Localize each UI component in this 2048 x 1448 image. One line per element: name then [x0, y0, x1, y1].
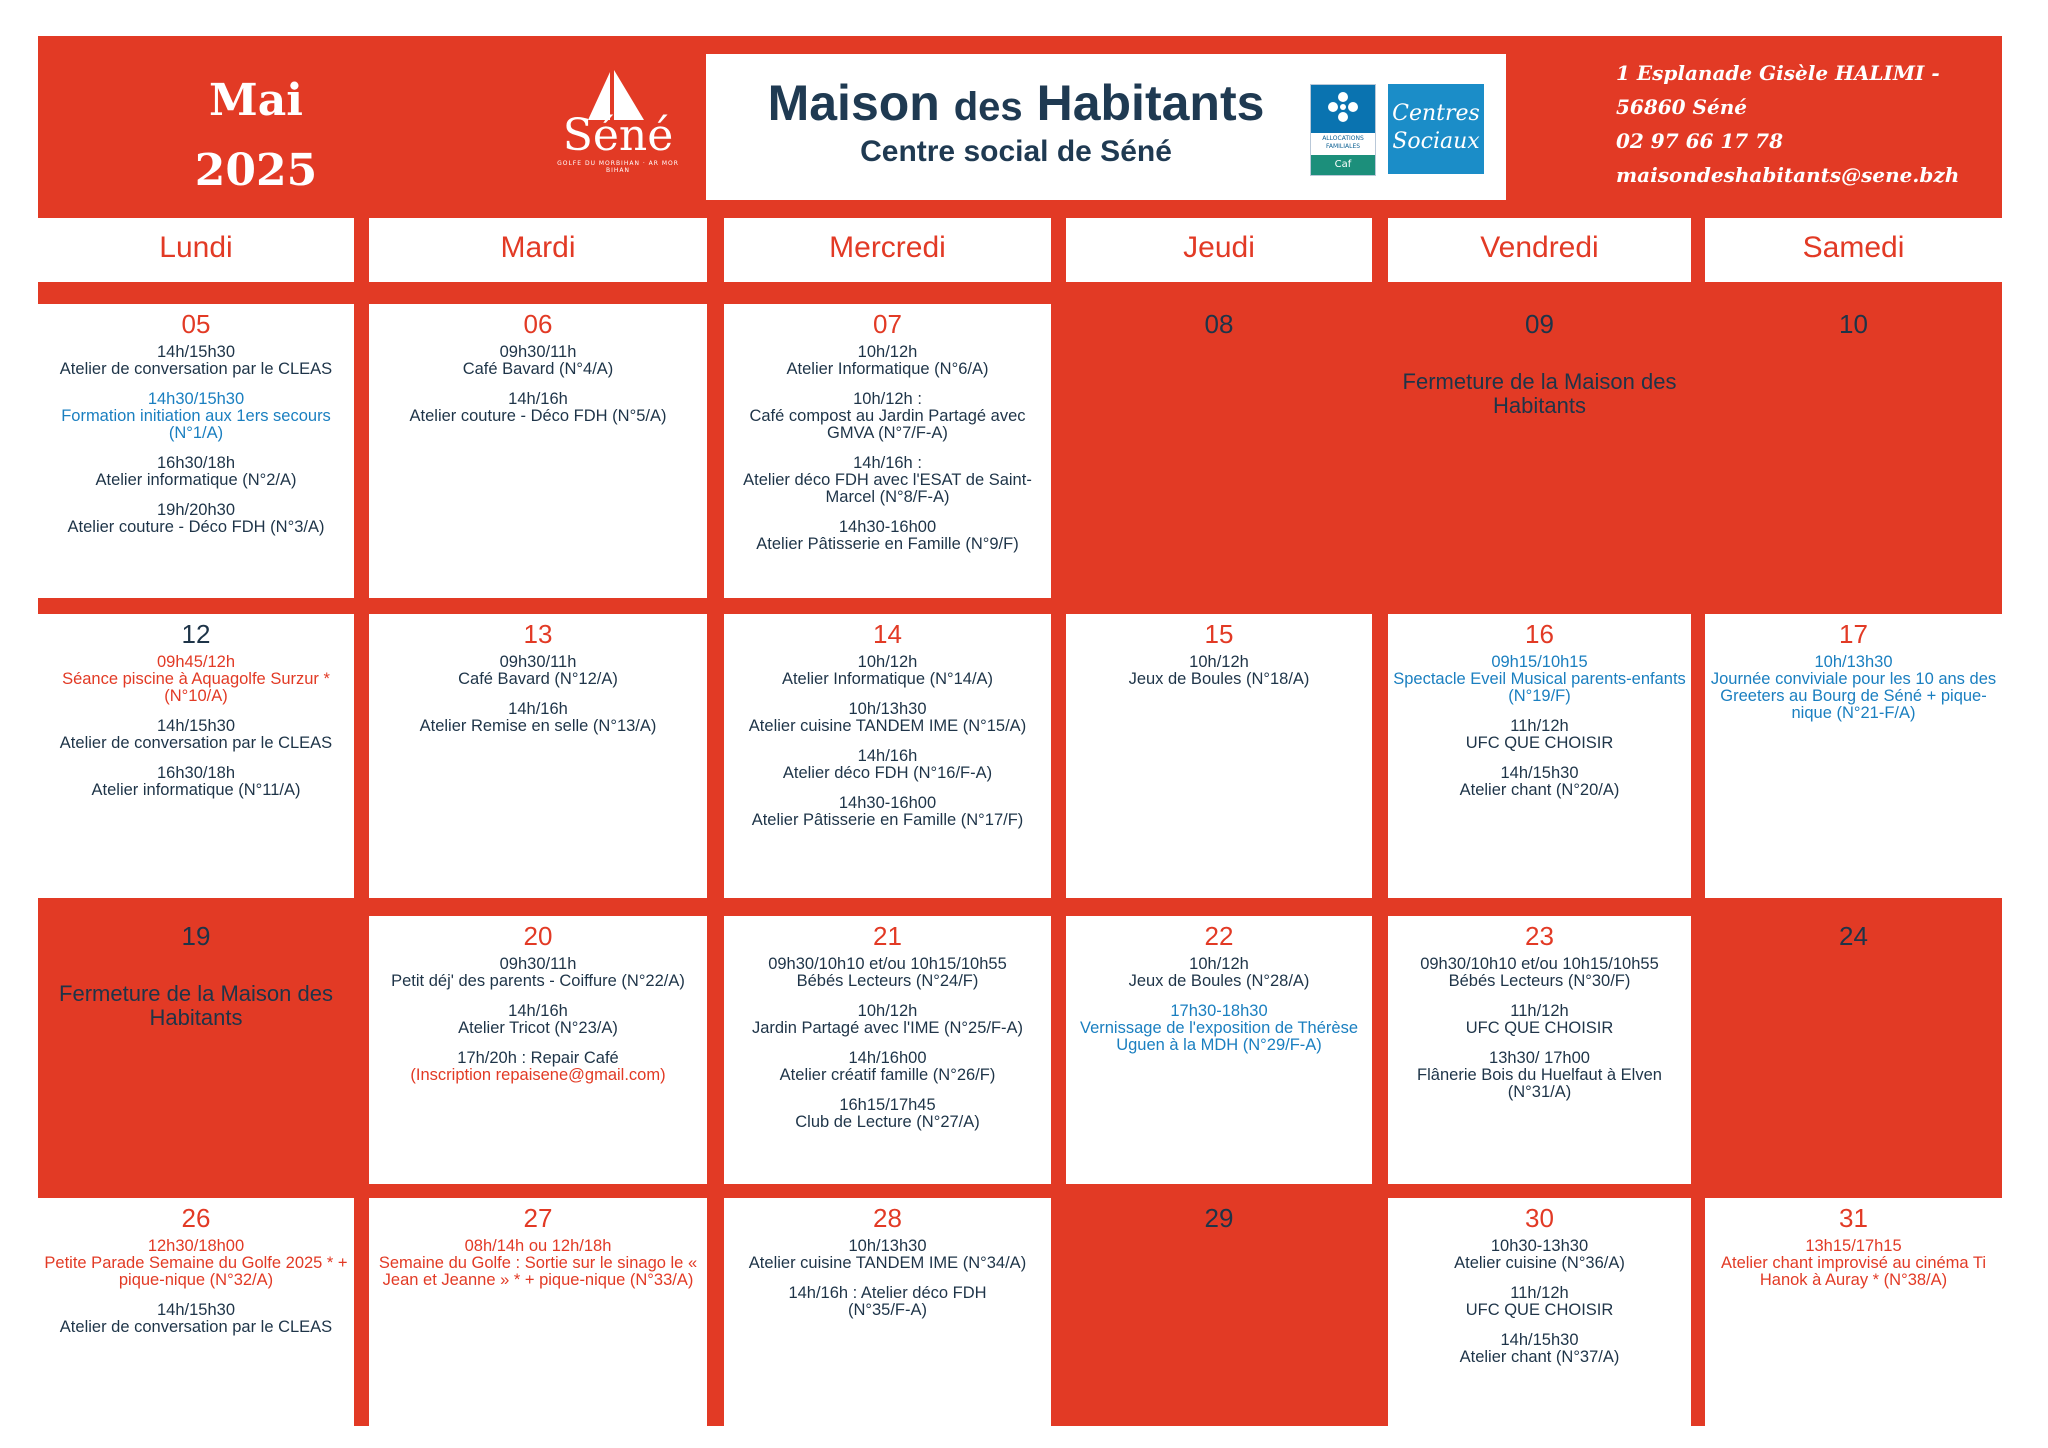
event-item [42, 502, 350, 536]
email-address: maisondeshabitants@sene.bzh [1616, 163, 1960, 187]
event-item [373, 1003, 703, 1037]
event-item [1392, 1238, 1687, 1272]
day-number: 28 [873, 1203, 902, 1233]
event-time: 14h30-16h00 [838, 518, 937, 536]
day-number: 20 [523, 921, 553, 951]
event-item [42, 718, 350, 752]
event-time: 09h30/11h [499, 343, 577, 361]
event-time: 14h/15h30 [1500, 764, 1579, 782]
event-item [1709, 1238, 1998, 1289]
event-description: Atelier Pâtisserie en Famille (N°9/F) [756, 535, 1019, 553]
event-description: Atelier informatique (N°11/A) [91, 781, 301, 799]
day-number: 31 [1839, 1203, 1868, 1233]
event-time: 10h/13h30 [1814, 653, 1893, 671]
event-time: 14h30-16h00 [838, 794, 937, 812]
event-description: Atelier créatif famille (N°26/F) [779, 1066, 996, 1084]
event-time: 11h/12h [1510, 1002, 1569, 1020]
event-description: Bébés Lecteurs (N°30/F) [1448, 972, 1631, 990]
event-description: Jeux de Boules (N°28/A) [1128, 972, 1310, 990]
event-item [42, 1238, 350, 1289]
calendar-day-cell [1066, 916, 1372, 1184]
sene-logo-name: Séné [562, 110, 674, 161]
event-description: Atelier chant improvisé au cinéma Ti Hanok à Auray * (N°38/A) [1720, 1254, 1987, 1289]
event-item [373, 956, 703, 990]
event-description: Atelier couture - Déco FDH (N°5/A) [409, 407, 667, 425]
event-time: 14h/15h30 [157, 1301, 235, 1319]
event-description: Jeux de Boules (N°18/A) [1128, 670, 1310, 688]
event-time: 13h30/ 17h00 [1489, 1049, 1590, 1067]
phone-number: 02 97 66 17 78 [1616, 129, 1784, 153]
event-time: 10h30-13h30 [1490, 1237, 1589, 1255]
event-description: Atelier informatique (N°2/A) [95, 471, 297, 489]
event-item [42, 1302, 350, 1336]
day-number: 26 [181, 1203, 211, 1233]
event-item [373, 654, 703, 688]
address-line-1: 1 Esplanade Gisèle HALIMI - [1616, 61, 1940, 85]
day-number: 17 [1839, 619, 1868, 649]
event-description: Atelier chant (N°37/A) [1459, 1348, 1620, 1366]
event-description: Séance piscine à Aquagolfe Surzur * (N°10/A) [62, 670, 330, 705]
event-time: 10h/13h30 [848, 1237, 927, 1255]
event-description: Atelier déco FDH (N°16/F-A) [782, 764, 993, 782]
day-number: 15 [1204, 619, 1234, 649]
address-line-2: 56860 Séné [1616, 95, 1747, 119]
day-header-mercredi: Mercredi [724, 218, 1051, 282]
event-time: 17h/20h : Repair Café [457, 1049, 619, 1067]
calendar-day-cell [369, 614, 707, 898]
calendar-day-cell [1066, 304, 1372, 598]
day-number: 07 [873, 309, 902, 339]
event-item [1070, 654, 1368, 688]
calendar-day-cell [724, 916, 1051, 1184]
calendar-day-cell [38, 916, 354, 1184]
day-number: 09 [1525, 309, 1554, 339]
year-label: 2025 [194, 145, 318, 196]
day-number: 29 [1204, 1203, 1234, 1233]
event-description: Atelier Remise en selle (N°13/A) [419, 717, 657, 735]
event-description: Flânerie Bois du Huelfaut à Elven (N°31/A) [1417, 1066, 1662, 1101]
event-time: 16h15/17h45 [839, 1096, 936, 1114]
event-item [1392, 956, 1687, 990]
event-item [373, 344, 703, 378]
calendar-day-cell [1388, 1198, 1691, 1426]
day-number: 23 [1525, 921, 1554, 951]
event-item [728, 1050, 1047, 1084]
day-number: 05 [181, 309, 211, 339]
event-time: 16h30/18h [157, 764, 235, 782]
month-year [148, 66, 364, 206]
day-number: 21 [873, 921, 902, 951]
event-time: 14h/16h : [853, 454, 922, 472]
event-item [728, 1097, 1047, 1131]
day-header-mardi: Mardi [369, 218, 707, 282]
event-time: 14h/16h00 [848, 1049, 927, 1067]
calendar-day-cell [38, 304, 354, 598]
event-time: 14h/16h [508, 390, 568, 408]
event-time: 16h30/18h [157, 454, 235, 472]
event-item [373, 391, 703, 425]
title-word-3: Habitants [1036, 75, 1265, 131]
event-time: 14h/15h30 [157, 717, 235, 735]
calendar-day-cell [38, 1198, 354, 1426]
closure-note: Fermeture de la Maison des Habitants [1402, 369, 1677, 418]
event-item [728, 519, 1047, 553]
contact-block [1616, 56, 1996, 192]
event-item [42, 344, 350, 378]
event-description: Vernissage de l'exposition de Thérèse Uguen à la MDH (N°29/F-A) [1079, 1019, 1359, 1054]
event-time: 14h/16h [508, 700, 568, 718]
event-description: Atelier Tricot (N°23/A) [458, 1019, 618, 1037]
event-time: 19h/20h30 [157, 501, 235, 519]
event-description: Atelier de conversation par le CLEAS [59, 734, 333, 752]
event-time: 14h/15h30 [157, 343, 235, 361]
event-time: 14h/15h30 [1500, 1331, 1579, 1349]
page-subtitle: Centre social de Séné [860, 135, 1172, 168]
day-number: 08 [1204, 309, 1234, 339]
event-item [728, 654, 1047, 688]
event-item [1392, 718, 1687, 752]
calendar-day-cell [1066, 614, 1372, 898]
event-time: 10h/12h : [853, 390, 922, 408]
event-item [728, 455, 1047, 506]
event-item [1070, 956, 1368, 990]
centres-sociaux-line1: Centres [1392, 101, 1480, 126]
event-time: 12h30/18h00 [147, 1237, 245, 1255]
event-item [1392, 1332, 1687, 1366]
event-description: (Inscription repaisene@gmail.com) [410, 1066, 666, 1084]
event-time: 14h/16h : Atelier déco FDH [788, 1284, 987, 1302]
day-header-vendredi: Vendredi [1388, 218, 1691, 282]
event-item [1070, 1003, 1368, 1054]
event-time: 09h15/10h15 [1491, 653, 1588, 671]
calendar-day-cell [1066, 1198, 1372, 1426]
closure-note: Fermeture de la Maison des Habitants [59, 981, 333, 1030]
event-description: Petit déj' des parents - Coiffure (N°22/A) [391, 972, 685, 990]
event-time: 09h30/10h10 et/ou 10h15/10h55 [768, 955, 1007, 973]
event-item [1392, 765, 1687, 799]
event-item [1392, 1050, 1687, 1101]
caf-logo-text: ALLOCATIONS FAMILIALES [1322, 135, 1364, 150]
event-description: Jardin Partagé avec l'IME (N°25/F-A) [751, 1019, 1024, 1037]
event-time: 14h30/15h30 [147, 390, 245, 408]
event-item [42, 391, 350, 442]
event-item [373, 1050, 703, 1084]
calendar-day-cell [1705, 1198, 2002, 1426]
day-number: 14 [873, 619, 902, 649]
event-time: 09h45/12h [157, 653, 235, 671]
event-time: 10h/12h [857, 343, 918, 361]
event-item [728, 956, 1047, 990]
event-description: Atelier déco FDH avec l'ESAT de Saint-Marcel (N°8/F-A) [743, 471, 1032, 506]
event-time: 14h/16h [857, 747, 918, 765]
calendar-day-cell [369, 1198, 707, 1426]
event-time: 09h30/10h10 et/ou 10h15/10h55 [1420, 955, 1659, 973]
calendar-day-cell [1705, 614, 2002, 898]
event-description: Café Bavard (N°4/A) [462, 360, 614, 378]
centres-sociaux-line2: Sociaux [1392, 129, 1480, 154]
event-item [42, 765, 350, 799]
calendar-day-cell [724, 1198, 1051, 1426]
event-description: Café Bavard (N°12/A) [458, 670, 618, 688]
event-description: Spectacle Eveil Musical parents-enfants (N°19/F) [1393, 670, 1686, 705]
event-time: 13h15/17h15 [1805, 1237, 1902, 1255]
page-title [726, 76, 1306, 134]
title-word-1: Maison [767, 75, 940, 131]
day-number: 24 [1839, 921, 1868, 951]
event-time: 17h30-18h30 [1170, 1002, 1268, 1020]
event-description: Atelier cuisine TANDEM IME (N°15/A) [748, 717, 1027, 735]
day-header-lundi: Lundi [38, 218, 354, 282]
event-description: Atelier Informatique (N°6/A) [786, 360, 989, 378]
calendar-day-cell [1705, 304, 2002, 598]
day-header-jeudi: Jeudi [1066, 218, 1372, 282]
event-description: Journée conviviale pour les 10 ans des Greeters au Bourg de Séné + pique-nique (N°21-F/A) [1710, 670, 1997, 722]
calendar-day-cell [369, 916, 707, 1184]
event-description: Atelier cuisine (N°36/A) [1454, 1254, 1625, 1272]
event-description: (N°35/F-A) [847, 1301, 928, 1319]
day-number: 27 [523, 1203, 553, 1233]
event-description: UFC QUE CHOISIR [1465, 1301, 1614, 1319]
event-item [1392, 1285, 1687, 1319]
sene-logo-tagline: GOLFE DU MORBIHAN · AR MOR BIHAN [557, 160, 679, 174]
event-item [42, 654, 350, 705]
event-time: 10h/12h [1189, 653, 1249, 671]
sene-logo [548, 68, 688, 174]
day-number: 06 [523, 309, 553, 339]
event-description: Atelier de conversation par le CLEAS [59, 360, 333, 378]
event-time: 09h30/11h [499, 955, 577, 973]
event-item [728, 1238, 1047, 1272]
calendar-day-cell [1388, 916, 1691, 1184]
event-item [728, 1003, 1047, 1037]
event-description: Atelier Pâtisserie en Famille (N°17/F) [751, 811, 1024, 829]
event-item [373, 701, 703, 735]
event-item [728, 795, 1047, 829]
day-number: 16 [1525, 619, 1554, 649]
day-number: 10 [1839, 309, 1868, 339]
event-time: 10h/12h [857, 1002, 918, 1020]
day-number: 30 [1525, 1203, 1554, 1233]
event-item [1709, 654, 1998, 722]
event-description: Atelier cuisine TANDEM IME (N°34/A) [748, 1254, 1027, 1272]
event-description: Café compost au Jardin Partagé avec GMVA (N°7/F-A) [749, 407, 1026, 442]
caf-emblem-icon [1311, 85, 1375, 133]
event-item [42, 455, 350, 489]
calendar-day-cell [1388, 614, 1691, 898]
day-header-samedi: Samedi [1705, 218, 2002, 282]
calendar-day-cell [1388, 304, 1691, 598]
event-item [728, 1285, 1047, 1319]
day-number: 22 [1204, 921, 1234, 951]
caf-logo [1310, 84, 1376, 176]
event-item [1392, 654, 1687, 705]
event-description: Formation initiation aux 1ers secours (N°1/A) [61, 407, 331, 442]
event-description: Petite Parade Semaine du Golfe 2025 * + pique-nique (N°32/A) [44, 1254, 348, 1289]
event-time: 09h30/11h [499, 653, 577, 671]
event-description: Semaine du Golfe : Sortie sur le sinago le « Jean et Jeanne » * + pique-nique (N°33/A) [378, 1254, 698, 1289]
event-item [373, 1238, 703, 1289]
event-description: UFC QUE CHOISIR [1465, 1019, 1614, 1037]
calendar-day-cell [369, 304, 707, 598]
event-item [1392, 1003, 1687, 1037]
month-label: Mai [209, 75, 303, 126]
event-description: Atelier de conversation par le CLEAS [59, 1318, 333, 1336]
event-description: Bébés Lecteurs (N°24/F) [796, 972, 979, 990]
event-description: Club de Lecture (N°27/A) [795, 1113, 980, 1131]
event-item [728, 391, 1047, 442]
event-description: Atelier couture - Déco FDH (N°3/A) [67, 518, 325, 536]
day-number: 19 [181, 921, 211, 951]
calendar-day-cell [1705, 916, 2002, 1184]
event-time: 14h/16h [508, 1002, 568, 1020]
event-description: UFC QUE CHOISIR [1465, 734, 1614, 752]
centres-sociaux-logo [1388, 84, 1484, 174]
event-item [728, 701, 1047, 735]
day-number: 12 [181, 619, 211, 649]
event-item [728, 748, 1047, 782]
event-time: 10h/13h30 [848, 700, 927, 718]
caf-logo-caf [1311, 155, 1375, 175]
caf-word: Caf [1334, 159, 1352, 170]
event-time: 11h/12h [1510, 1284, 1569, 1302]
event-description: Atelier chant (N°20/A) [1459, 781, 1620, 799]
day-number: 13 [523, 619, 553, 649]
event-time: 08h/14h ou 12h/18h [464, 1237, 612, 1255]
calendar-day-cell [724, 614, 1051, 898]
title-word-2: des [953, 85, 1023, 129]
event-time: 10h/12h [857, 653, 918, 671]
event-time: 11h/12h [1510, 717, 1569, 735]
title-box [706, 54, 1506, 200]
event-time: 10h/12h [1189, 955, 1249, 973]
event-description: Atelier Informatique (N°14/A) [781, 670, 994, 688]
calendar-day-cell [38, 614, 354, 898]
event-item [728, 344, 1047, 378]
calendar-day-cell [724, 304, 1051, 598]
